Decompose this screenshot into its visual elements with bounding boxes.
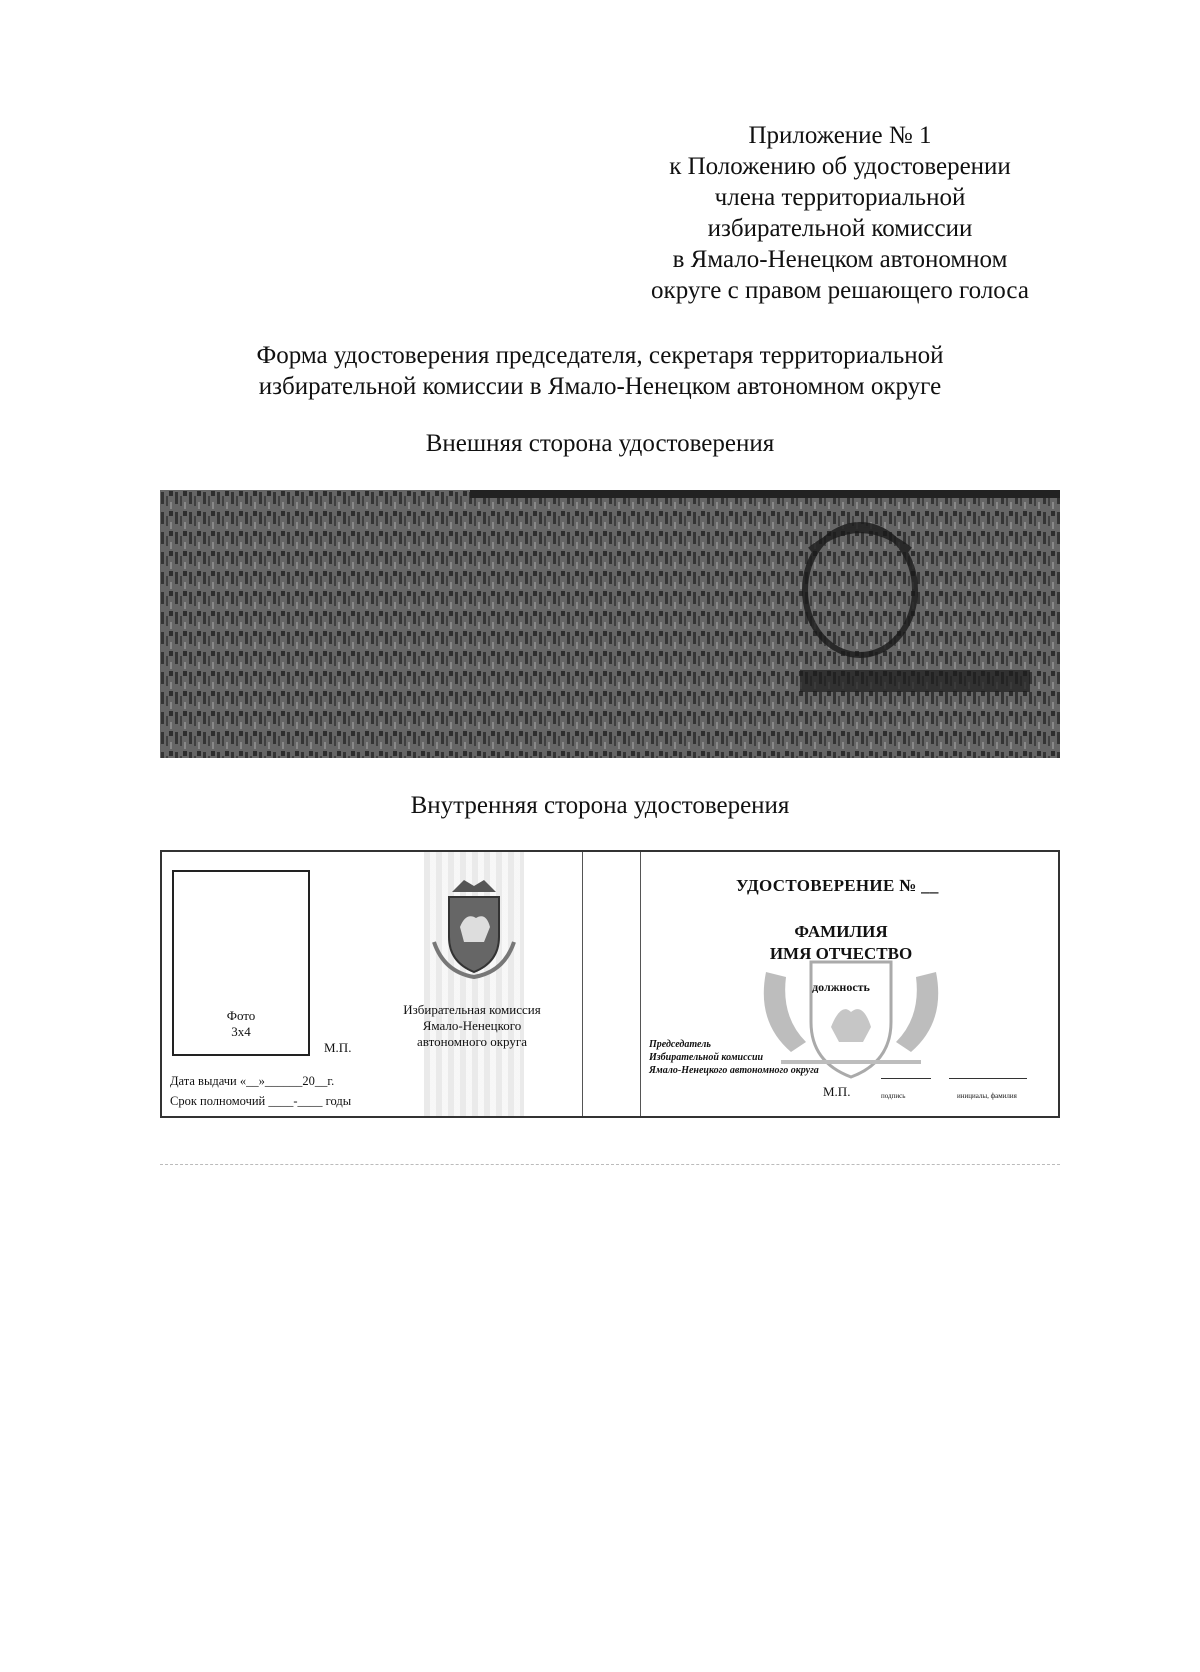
form-title-line: Форма удостоверения председателя, секретаря территориальной — [256, 342, 944, 369]
position-placeholder: должность — [812, 980, 870, 994]
appendix-line: Приложение № 1 — [748, 122, 932, 149]
photo-label-line: 3х4 — [231, 1024, 251, 1039]
signature-line — [881, 1078, 931, 1079]
spine-divider-left — [582, 852, 583, 1116]
certificate-number: УДОСТОВЕРЕНИЕ № __ — [736, 876, 939, 895]
commission-name-line: Ямало-Ненецкого — [422, 1018, 522, 1033]
initials-caption: инициалы, фамилия — [957, 1092, 1017, 1100]
surname-placeholder: ФАМИЛИЯ — [794, 922, 888, 941]
right-page — [641, 852, 1058, 1116]
validity-field: Срок полномочий ____-____ годы — [170, 1094, 352, 1108]
form-title — [200, 340, 1000, 402]
appendix-line: члена территориальной — [714, 184, 966, 211]
chairman-title-line: Избирательной комиссии — [649, 1052, 764, 1063]
cover-top-band — [470, 490, 1060, 498]
appendix-line: в Ямало-Ненецком автономном — [672, 246, 1008, 273]
appendix-line: округе с правом решающего голоса — [651, 277, 1029, 304]
initials-line — [949, 1078, 1027, 1079]
commission-name — [372, 1002, 572, 1050]
left-page — [162, 852, 582, 1116]
appendix-line: избирательной комиссии — [707, 215, 973, 242]
form-title-line: избирательной комиссии в Ямало-Ненецком автономном округе — [258, 373, 942, 400]
inner-side-card — [160, 850, 1060, 1118]
inner-side-label: Внутренняя сторона удостоверения — [410, 792, 790, 819]
photo-placeholder — [172, 870, 310, 1056]
outer-side-label: Внешняя сторона удостоверения — [425, 430, 775, 457]
chairman-title-line: Ямало-Ненецкого автономного округа — [649, 1065, 819, 1076]
chairman-title — [649, 1038, 819, 1077]
photo-label-line: Фото — [226, 1008, 256, 1023]
scan-artifact-line — [160, 1164, 1060, 1165]
photo-label — [174, 1008, 308, 1040]
issue-date-field: Дата выдачи «__»______20__г. — [170, 1074, 335, 1088]
signature-caption: подпись — [881, 1092, 906, 1100]
stamp-place-left: М.П. — [324, 1040, 352, 1055]
appendix-line: к Положению об удостоверении — [669, 153, 1011, 180]
appendix-header — [620, 120, 1060, 306]
coat-of-arms-icon — [424, 872, 524, 982]
commission-name-line: Избирательная комиссия — [403, 1002, 541, 1017]
chairman-title-line: Председатель — [649, 1039, 711, 1050]
outer-cover-image — [160, 490, 1060, 758]
stamp-place-right: М.П. — [823, 1084, 851, 1099]
cover-texture — [160, 490, 1060, 758]
name-patronymic-placeholder: ИМЯ ОТЧЕСТВО — [769, 944, 913, 963]
commission-name-line: автономного округа — [417, 1034, 527, 1049]
